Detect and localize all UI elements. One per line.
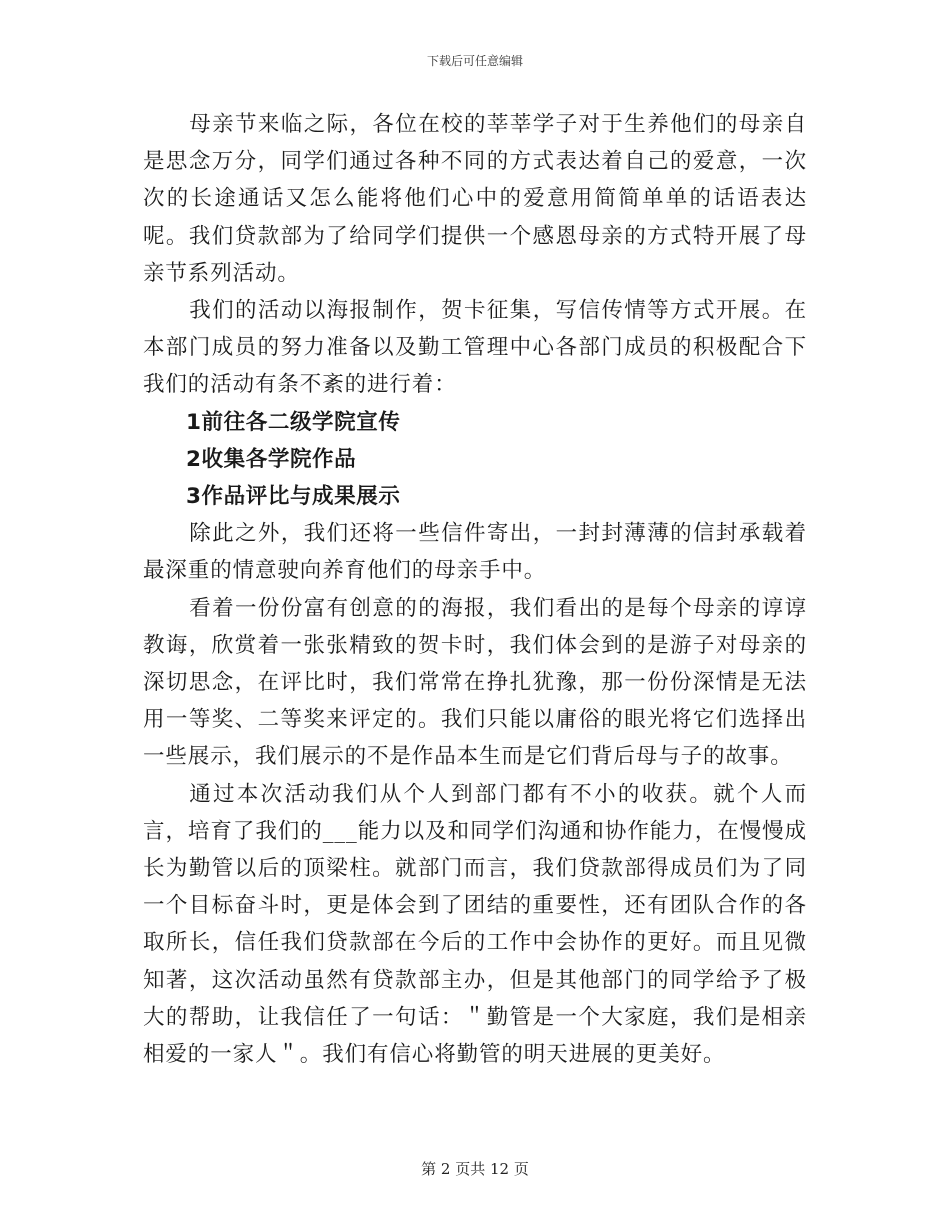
document-body — [143, 106, 807, 1073]
step-item: 3作品评比与成果展示 — [186, 484, 401, 510]
paragraph-activities: 我们的活动以海报制作，贺卡征集，写信传情等方式开展。在本部门成员的努力准备以及勤工管理中心各部门成员的积极配合下我们的活动有条不紊的进行着： — [143, 298, 807, 398]
step-item: 1前往各二级学院宣传 — [186, 409, 401, 435]
paragraph-evaluation: 看着一份份富有创意的的海报，我们看出的是每个母亲的谆谆教诲，欣赏着一张张精致的贺卡时，我们体会到的是游子对母亲的深切思念，在评比时，我们常常在挣扎犹豫，那一份份深情是无法用一等奖、二等奖来评定的。我们只能以庸俗的眼光将它们选择出一些展示，我们展示的不是作品本生而是它们背后母与子的故事。 — [143, 595, 807, 770]
paragraph-intro: 母亲节来临之际，各位在校的莘莘学子对于生养他们的母亲自是思念万分，同学们通过各种不同的方式表达着自己的爱意，一次次的长途通话又怎么能将他们心中的爱意用简简单单的话语表达呢。我们贷款部为了给同学们提供一个感恩母亲的方式特开展了母亲节系列活动。 — [143, 112, 807, 286]
page-footer: 第 2 页共 12 页 — [421, 1160, 529, 1178]
page-header: 下载后可任意编辑 — [426, 54, 523, 68]
paragraph-summary: 通过本次活动我们从个人到部门都有不小的收获。就个人而言，培育了我们的___能力以及和同学们沟通和协作能力，在慢慢成长为勤管以后的顶梁柱。就部门而言，我们贷款部得成员们为了同一个目标奋斗时，更是体会到了团结的重要性，还有团队合作的各取所长，信任我们贷款部在今后的工作中会协作的更好。而且见微知著，这次活动虽然有贷款部主办，但是其他部门的同学给予了极大的帮助，让我信任了一句话：＂勤管是一个大家庭，我们是相亲相爱的一家人＂。我们有信心将勤管的明天进展的更美好。 — [143, 781, 807, 1068]
paragraph-letters: 除此之外，我们还将一些信件寄出，一封封薄薄的信封承载着最深重的情意驶向养育他们的母亲手中。 — [143, 521, 807, 584]
step-item: 2收集各学院作品 — [186, 446, 357, 472]
